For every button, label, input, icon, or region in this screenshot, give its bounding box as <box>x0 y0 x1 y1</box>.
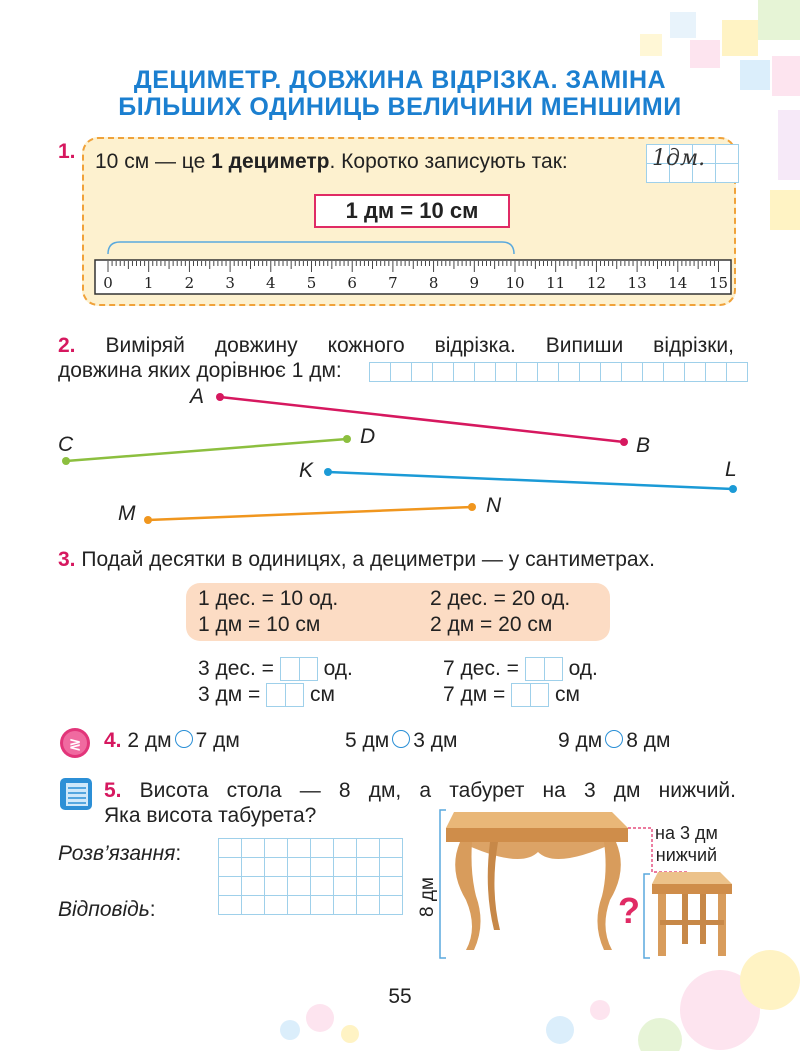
task1-text-bold: 1 дециметр <box>211 150 330 173</box>
answer-cell[interactable] <box>280 657 318 681</box>
task4-number: 4. <box>104 729 122 752</box>
ruler-label: 2 <box>184 274 195 292</box>
exercise-3des-label: 3 дес. = <box>198 657 274 680</box>
unit-label: од. <box>568 657 598 680</box>
answer-cells[interactable] <box>370 362 748 382</box>
handwritten-example: 1дм. <box>652 146 706 171</box>
stool-note-line2: нижчий <box>655 845 718 865</box>
segment-AB <box>220 397 624 442</box>
title-line-1: ДЕЦИМЕТР. ДОВЖИНА ВІДРІЗКА. ЗАМІНА <box>133 66 667 94</box>
answer-cell[interactable] <box>511 683 549 707</box>
label-C: C <box>58 433 74 456</box>
page-title <box>0 67 800 121</box>
point-L <box>729 485 737 493</box>
ruler-label: 4 <box>266 274 276 292</box>
point-C <box>62 457 70 465</box>
task3-line <box>58 548 655 572</box>
question-mark: ? <box>618 890 640 931</box>
compare-circle[interactable] <box>392 730 410 748</box>
solution-label: Розв’язання: <box>58 842 182 865</box>
task1-text-a: 10 см — це <box>95 150 212 173</box>
exercise-3des <box>198 657 353 681</box>
ruler-label: 3 <box>225 274 235 292</box>
c1-left: 2 дм <box>127 729 172 752</box>
unit-label: см <box>555 683 580 706</box>
label-B: B <box>636 434 651 457</box>
point-N <box>468 503 476 511</box>
segment-KL <box>328 472 733 489</box>
ruler-label: 5 <box>306 274 317 292</box>
example-3: 1 дм = 10 см <box>198 613 321 636</box>
label-A: A <box>190 385 205 408</box>
exercise-7dm-label: 7 дм = <box>443 683 506 706</box>
label-D: D <box>360 425 376 448</box>
task1-text <box>95 150 568 174</box>
task2-text-line1: Виміряй довжину кожного відрізка. Випиши відрізки, <box>105 334 734 357</box>
title-line-2: БІЛЬШИХ ОДИНИЦЬ ВЕЛИЧИНИ МЕНШИМИ <box>118 93 682 121</box>
example-4: 2 дм = 20 см <box>430 613 553 636</box>
point-K <box>324 468 332 476</box>
point-D <box>343 435 351 443</box>
comparison-2 <box>345 729 457 753</box>
ruler-label: 15 <box>708 274 729 292</box>
exercise-7dm <box>443 683 580 707</box>
c2-right: 3 дм <box>413 729 458 752</box>
compare-icon <box>58 726 92 760</box>
formula-box: 1 дм = 10 см <box>314 194 510 228</box>
ruler-label: 6 <box>347 274 357 292</box>
task3-number: 3. <box>58 548 76 571</box>
solution-grid[interactable] <box>218 838 403 915</box>
ruler-label: 14 <box>668 274 688 292</box>
point-A <box>216 393 224 401</box>
table-height-label: 8 дм <box>417 877 438 917</box>
ruler-label: 11 <box>546 274 566 292</box>
answer-label: Відповідь: <box>58 898 156 921</box>
answer-cell[interactable] <box>266 683 304 707</box>
table-height-label-wrap <box>416 868 440 928</box>
task1-text-b: . Коротко записують так: <box>329 150 568 173</box>
example-2: 2 дес. = 20 од. <box>430 587 571 610</box>
ruler-label: 0 <box>103 274 113 292</box>
ruler-label: 8 <box>428 274 439 292</box>
task5-text-line2: Яка висота табурета? <box>104 804 317 827</box>
segment-CD <box>66 439 347 461</box>
c3-left: 9 дм <box>558 729 603 752</box>
task3-text: Подай десятки в одиницях, а дециметри — у сантиметрах. <box>81 548 655 571</box>
notebook-icon <box>58 776 94 812</box>
unit-label: см <box>310 683 335 706</box>
task5-text-line1: Висота стола — 8 дм, а табурет на 3 дм нижчий. <box>139 779 736 802</box>
page-number: 55 <box>388 985 412 1008</box>
point-M <box>144 516 152 524</box>
task1-number: 1. <box>58 140 76 163</box>
ruler-label: 7 <box>388 274 398 292</box>
task2-number: 2. <box>58 334 76 357</box>
ruler-label: 10 <box>505 274 525 292</box>
task2-line1 <box>58 334 734 358</box>
label-N: N <box>486 494 502 517</box>
segment-MN <box>148 507 472 520</box>
answer-cell[interactable] <box>525 657 563 681</box>
ruler-label: 13 <box>627 274 647 292</box>
c3-right: 8 дм <box>626 729 671 752</box>
decimeter-bracket <box>108 242 514 254</box>
task5-number: 5. <box>104 779 122 802</box>
exercise-7des-label: 7 дес. = <box>443 657 519 680</box>
compare-circle[interactable] <box>175 730 193 748</box>
exercise-7des <box>443 657 598 681</box>
label-L: L <box>725 458 737 481</box>
comparison-1 <box>104 729 240 753</box>
unit-label: од. <box>323 657 353 680</box>
ruler-label: 1 <box>143 274 154 292</box>
task2-text-line2: довжина яких дорівнює 1 дм: <box>58 359 342 382</box>
ruler-label: 9 <box>469 274 480 292</box>
svg-text:≷: ≷ <box>68 735 82 753</box>
label-M: M <box>118 502 136 525</box>
exercise-3dm <box>198 683 335 707</box>
c1-right: 7 дм <box>195 729 240 752</box>
c2-left: 5 дм <box>345 729 390 752</box>
example-1: 1 дес. = 10 од. <box>198 587 339 610</box>
exercise-3dm-label: 3 дм = <box>198 683 261 706</box>
stool-note-line1: на 3 дм <box>655 823 718 843</box>
comparison-3 <box>558 729 670 753</box>
label-K: K <box>299 459 314 482</box>
stool-note <box>655 822 718 866</box>
point-B <box>620 438 628 446</box>
ruler <box>94 232 732 298</box>
compare-circle[interactable] <box>605 730 623 748</box>
ruler-label: 12 <box>586 274 606 292</box>
